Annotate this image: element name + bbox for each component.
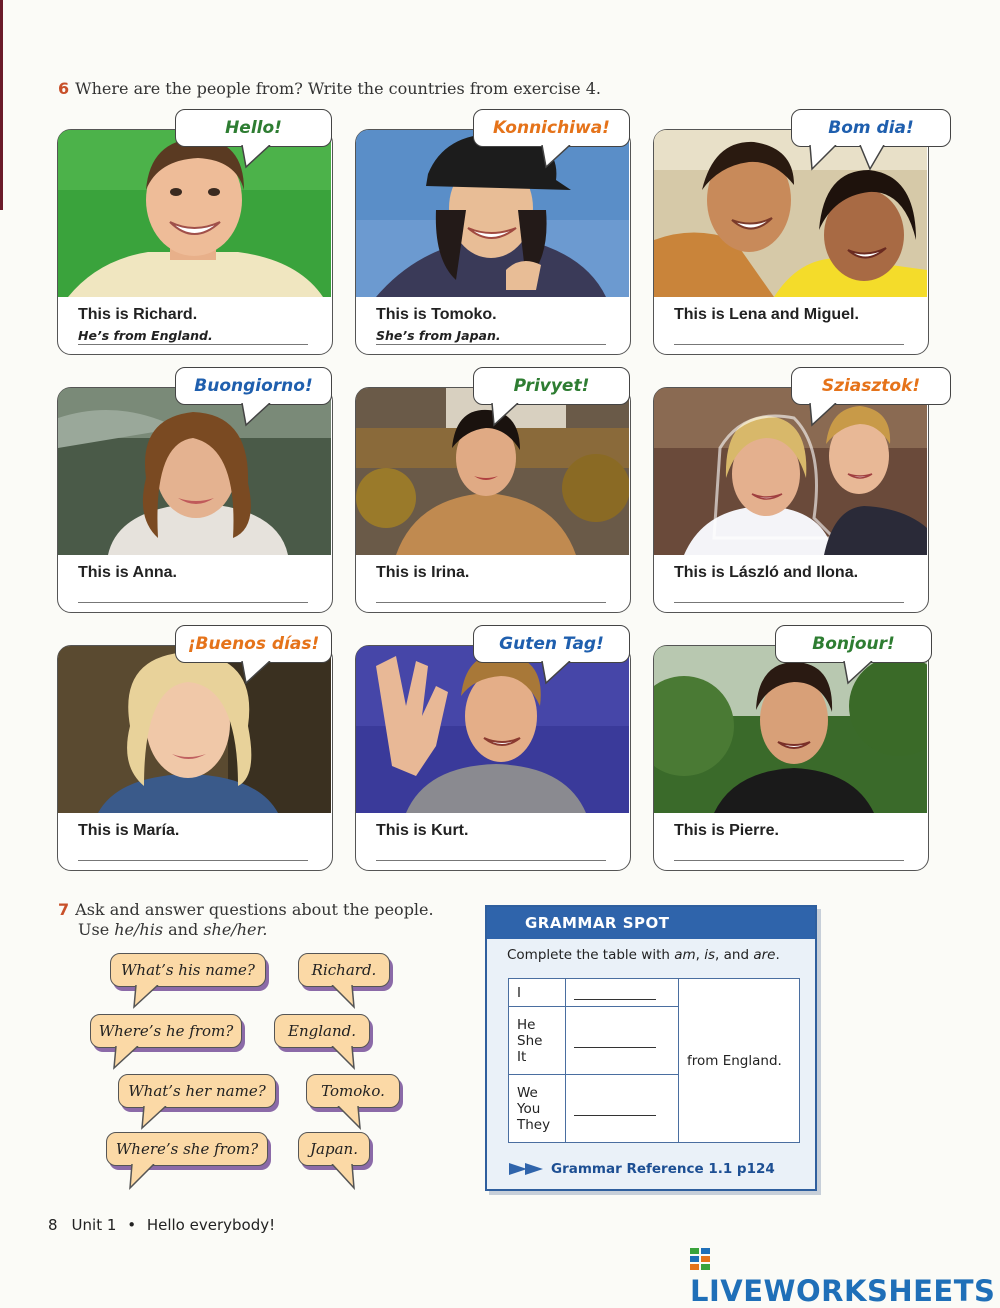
person-card-anna (57, 387, 333, 613)
answer-tail-tomoko (336, 1106, 366, 1130)
grammar-spot-title: GRAMMAR SPOT (487, 907, 815, 939)
greeting-maria: ¡Buenos días! (187, 634, 320, 654)
blank-line-1[interactable] (574, 985, 656, 1000)
answer-field-anna[interactable] (78, 585, 308, 603)
question-he-from: Where’s he from? (98, 1022, 234, 1040)
caption-tomoko: This is Tomoko. (376, 306, 497, 323)
answer-tail-japan (330, 1164, 360, 1190)
exercise-7-heading (58, 900, 434, 940)
question-tail-his-name (132, 985, 162, 1009)
answer-bubble-england (274, 1014, 370, 1048)
liveworksheets-logo (690, 1240, 1000, 1308)
caption-maria: This is María. (78, 822, 180, 839)
question-she-from: Where’s she from? (115, 1140, 259, 1158)
answer-field-richard[interactable]: He’s from England. (78, 327, 308, 345)
caption-pierre: This is Pierre. (674, 822, 779, 839)
person-card-kurt (355, 645, 631, 871)
person-card-maria (57, 645, 333, 871)
photo-kurt (356, 646, 629, 813)
greeting-irina: Privyet! (513, 376, 590, 396)
caption-kurt: This is Kurt. (376, 822, 469, 839)
question-bubble-he-from (90, 1014, 242, 1048)
greeting-bubble-maria (175, 625, 332, 663)
blank-line-3[interactable] (574, 1101, 656, 1116)
pronoun-we: We (517, 1084, 538, 1101)
greeting-richard: Hello! (225, 118, 282, 138)
double-arrow-icon (509, 1163, 547, 1175)
blank-cell-1 (566, 979, 679, 1007)
exercise-6-number: 6 (58, 79, 70, 98)
exercise-7-he-his: he/his (114, 920, 164, 939)
word-are: are (753, 947, 776, 963)
question-tail-she-from (128, 1164, 158, 1190)
greeting-laszlo-ilona: Sziasztok! (821, 376, 921, 396)
answer-tail-england (330, 1046, 360, 1070)
pronouns-we-you-they (509, 1075, 566, 1143)
exercise-7-she-her: she/her. (203, 920, 268, 939)
blank-cell-2 (566, 1007, 679, 1075)
pronouns-he-she-it (509, 1007, 566, 1075)
unit-title: Hello everybody! (146, 1216, 276, 1234)
answer-field-tomoko[interactable]: She’s from Japan. (376, 327, 606, 345)
greeting-bubble-laszlo-ilona (791, 367, 951, 405)
photo-richard (58, 130, 331, 297)
page-footer (48, 1216, 275, 1234)
bubble-tail-maria (240, 661, 274, 685)
answer-field-kurt[interactable] (376, 843, 606, 861)
page-number: 8 (48, 1216, 58, 1234)
caption-lena-miguel: This is Lena and Miguel. (674, 306, 859, 323)
greeting-lena-miguel: Bom dia! (828, 118, 914, 138)
word-is: is (704, 947, 716, 963)
answer-richard: Richard. (311, 961, 377, 979)
answer-bubble-tomoko (306, 1074, 400, 1108)
grammar-instr-sep1: , (695, 947, 705, 963)
exercise-7-line1: Ask and answer questions about the people. (75, 900, 434, 919)
caption-richard: This is Richard. (78, 306, 198, 323)
grammar-spot-box (485, 905, 817, 1191)
grammar-reference-text: Grammar Reference 1.1 p124 (551, 1161, 775, 1177)
bubble-tail-pierre (842, 661, 876, 685)
bubble-tail-richard (240, 145, 274, 169)
question-bubble-she-from (106, 1132, 268, 1166)
photo-pierre (654, 646, 927, 813)
greeting-bubble-lena-miguel (791, 109, 951, 147)
photo-laszlo-ilona (654, 388, 927, 555)
grammar-spot-instruction (507, 947, 780, 963)
answer-field-irina[interactable] (376, 585, 606, 603)
answer-tail-richard (330, 985, 360, 1009)
grammar-table (508, 978, 800, 1143)
blank-line-2[interactable] (574, 1033, 656, 1048)
exercise-6-instruction: Where are the people from? Write the countries from exercise 4. (75, 79, 601, 98)
person-card-tomoko (355, 129, 631, 355)
bubble-tail-irina (490, 403, 524, 427)
greeting-bubble-tomoko (473, 109, 630, 147)
greeting-bubble-richard (175, 109, 332, 147)
pronoun-he: He (517, 1016, 536, 1033)
question-her-name: What’s her name? (128, 1082, 266, 1100)
person-card-pierre (653, 645, 929, 871)
from-england-cell: from England. (679, 979, 800, 1143)
greeting-bubble-anna (175, 367, 332, 405)
exercise-6-heading (58, 79, 601, 98)
page-edge-strip (0, 0, 3, 210)
caption-anna: This is Anna. (78, 564, 177, 581)
greeting-bubble-pierre (775, 625, 932, 663)
pronoun-they: They (517, 1116, 551, 1133)
greeting-bubble-irina (473, 367, 630, 405)
answer-field-pierre[interactable] (674, 843, 904, 861)
bubble-tail-lena-miguel (808, 145, 888, 171)
pronoun-you: You (517, 1100, 541, 1117)
greeting-anna: Buongiorno! (194, 376, 313, 396)
answer-japan: Japan. (310, 1140, 358, 1158)
pronoun-i: I (509, 979, 566, 1007)
footer-dot: • (127, 1216, 137, 1234)
question-his-name: What’s his name? (121, 961, 255, 979)
question-tail-her-name (140, 1106, 170, 1130)
pronoun-it: It (517, 1048, 527, 1065)
exercise-7-line2-pre: Use (78, 920, 115, 939)
blank-cell-3 (566, 1075, 679, 1143)
answer-bubble-richard (298, 953, 390, 987)
bubble-tail-laszlo-ilona (808, 403, 842, 427)
liveworksheets-logo-icon (690, 1248, 710, 1270)
grammar-instr-sep2: , and (715, 947, 754, 963)
photo-anna (58, 388, 331, 555)
answer-field-lena-miguel[interactable] (674, 327, 904, 345)
grammar-instr-end: . (775, 947, 780, 963)
bubble-tail-tomoko (540, 145, 574, 169)
grammar-instr-pre: Complete the table with (507, 947, 675, 963)
greeting-bubble-kurt (473, 625, 630, 663)
answer-bubble-japan (298, 1132, 370, 1166)
pronoun-she: She (517, 1032, 543, 1049)
exercise-7-number: 7 (58, 900, 70, 919)
answer-tomoko: Tomoko. (321, 1082, 385, 1100)
greeting-pierre: Bonjour! (812, 634, 895, 654)
person-card-laszlo-ilona (653, 387, 929, 613)
liveworksheets-logo-text: LIVEWORKSHEETS (690, 1274, 996, 1308)
greeting-tomoko: Konnichiwa! (493, 118, 610, 138)
question-bubble-his-name (110, 953, 266, 987)
bubble-tail-anna (240, 403, 274, 427)
person-card-richard (57, 129, 333, 355)
answer-field-laszlo-ilona[interactable] (674, 585, 904, 603)
question-bubble-her-name (118, 1074, 276, 1108)
photo-tomoko (356, 130, 629, 297)
word-am: am (674, 947, 696, 963)
answer-england: England. (288, 1022, 356, 1040)
unit-label: Unit 1 (71, 1216, 117, 1234)
bubble-tail-kurt (540, 661, 574, 685)
question-tail-he-from (112, 1046, 142, 1070)
answer-field-maria[interactable] (78, 843, 308, 861)
photo-maria (58, 646, 331, 813)
exercise-7-line2-mid: and (163, 920, 204, 939)
caption-irina: This is Irina. (376, 564, 470, 581)
greeting-kurt: Guten Tag! (499, 634, 604, 654)
caption-laszlo-ilona: This is László and Ilona. (674, 564, 859, 581)
grammar-reference[interactable] (509, 1161, 775, 1177)
